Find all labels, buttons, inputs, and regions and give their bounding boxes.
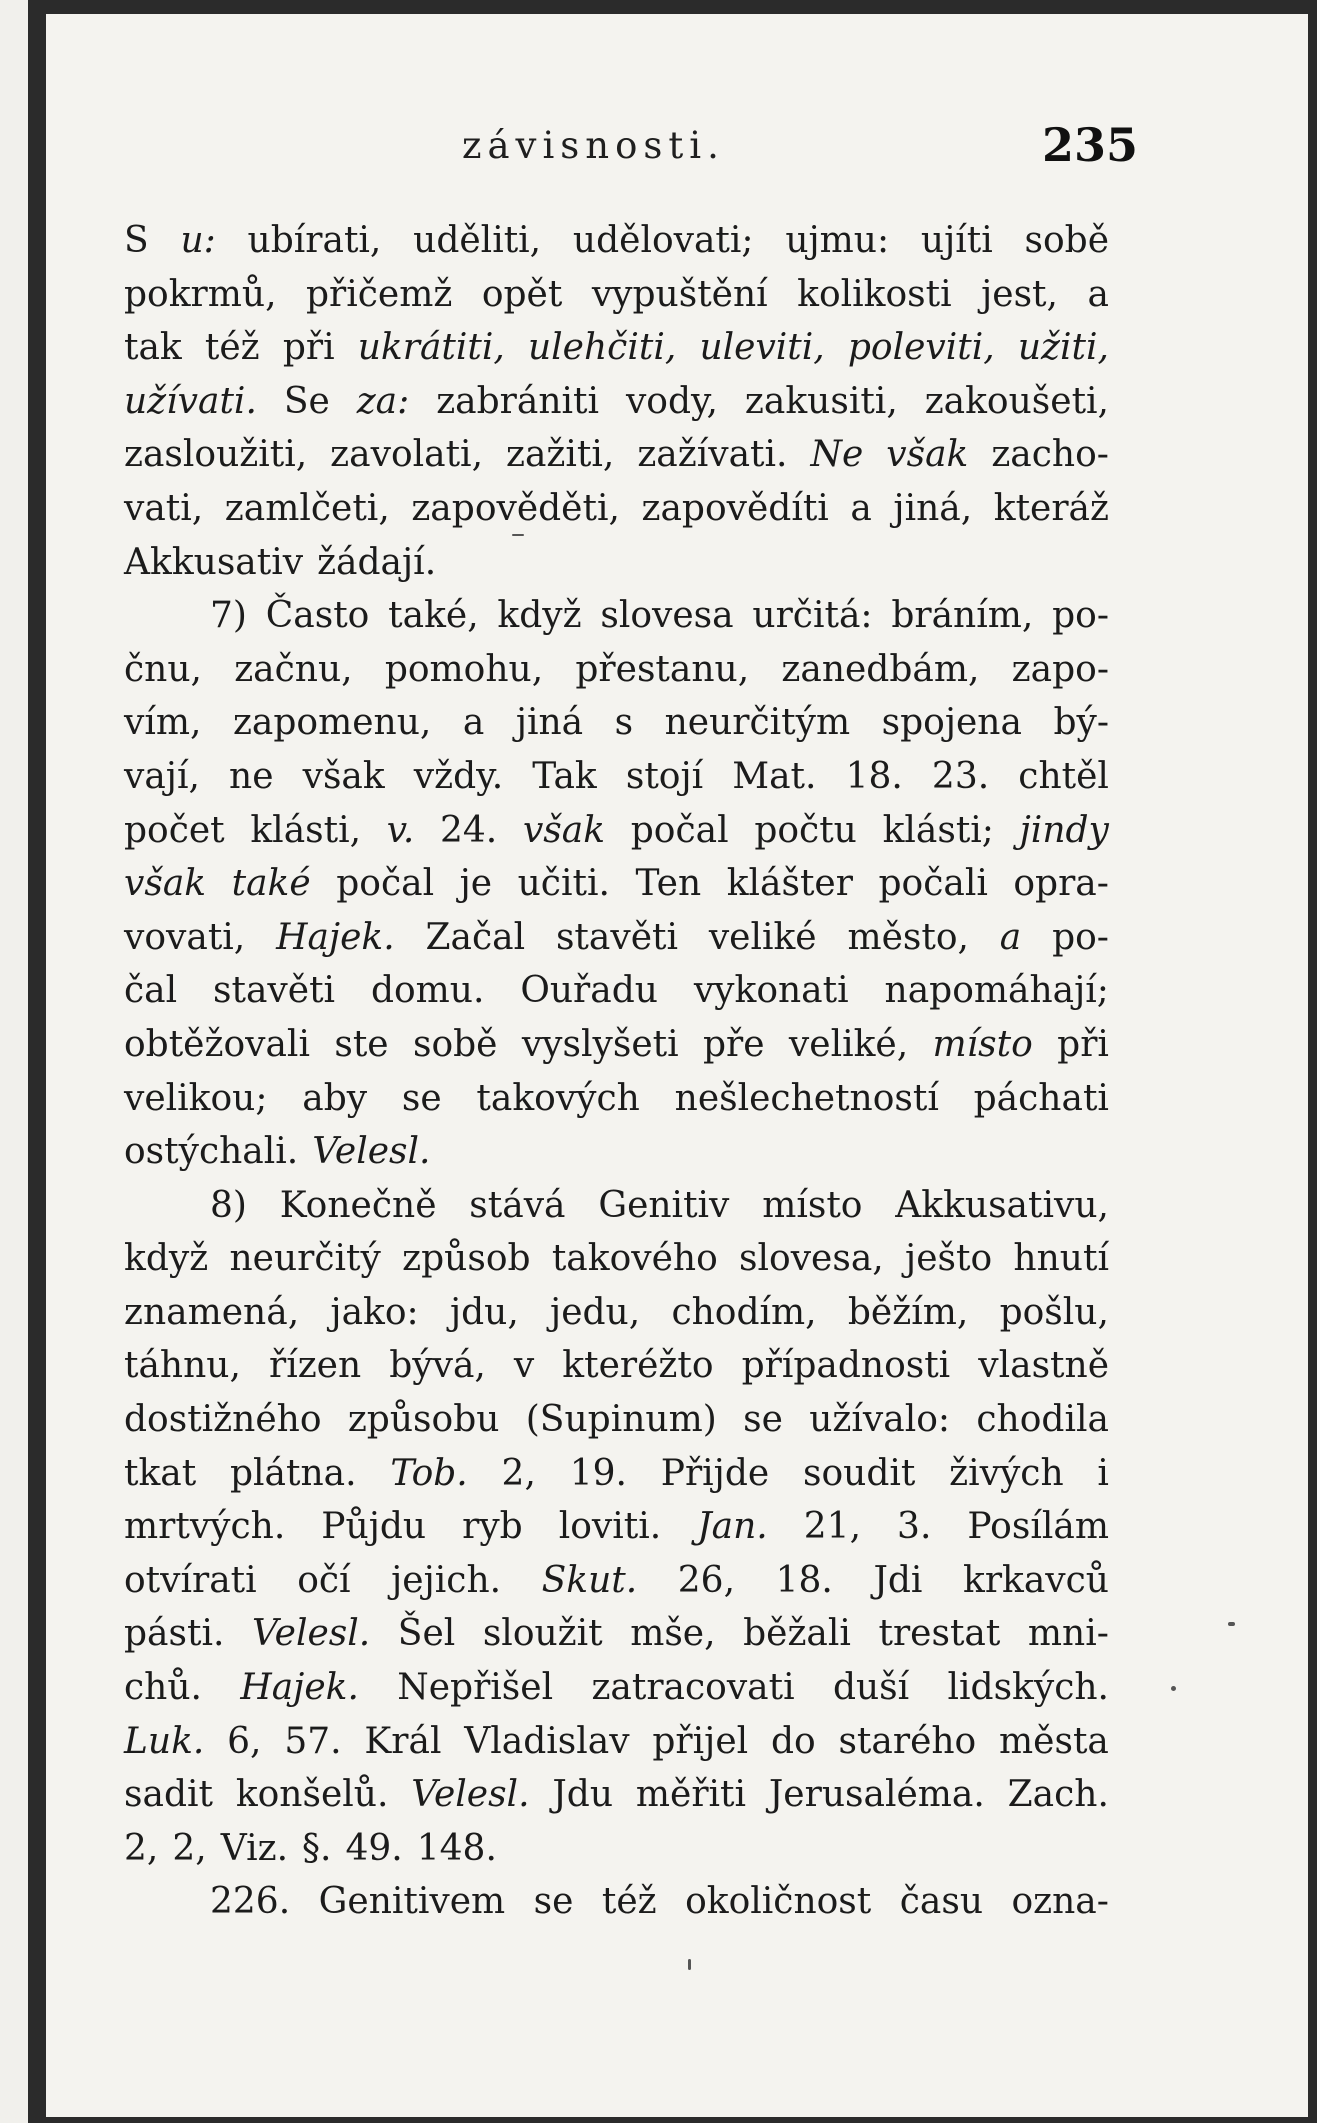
- text-line: [124, 750, 1109, 804]
- word: pře: [702, 1023, 765, 1065]
- word: stává: [469, 1184, 566, 1226]
- word: počali: [878, 863, 988, 905]
- word: čal: [124, 970, 178, 1012]
- word: 21,: [803, 1506, 862, 1548]
- word: uleviti,: [699, 327, 825, 369]
- text-line: [124, 1018, 1109, 1072]
- word: zapomenu,: [232, 702, 432, 744]
- print-speck: [1171, 1686, 1176, 1691]
- word: ste: [334, 1023, 389, 1065]
- word: však: [886, 434, 969, 476]
- word: Jerusaléma.: [768, 1774, 985, 1816]
- word: města: [999, 1720, 1109, 1762]
- word: 18.: [775, 1559, 833, 1601]
- word: 148.: [416, 1827, 497, 1869]
- word: užívati.: [124, 380, 257, 422]
- word: vají,: [124, 755, 200, 797]
- word: zakoušeti,: [924, 380, 1109, 422]
- word: kteráž: [993, 487, 1109, 529]
- text-line: [124, 1447, 1109, 1501]
- word: tak: [124, 327, 182, 369]
- word: bývá,: [389, 1345, 486, 1387]
- word: duší: [832, 1667, 910, 1709]
- word: Velesl.: [251, 1613, 371, 1655]
- word: Začal: [425, 916, 526, 958]
- word: aby: [302, 1077, 368, 1119]
- word: hnutí: [1013, 1238, 1109, 1280]
- word: lidských.: [947, 1667, 1109, 1709]
- word: domu.: [370, 970, 485, 1012]
- word: po-: [1052, 595, 1109, 637]
- word: Ouřadu: [520, 970, 658, 1012]
- word: Ne: [810, 434, 864, 476]
- word: jiná,: [893, 487, 973, 529]
- word: stavěti: [555, 916, 678, 958]
- book-page: [46, 14, 1308, 2117]
- word: když: [497, 595, 582, 637]
- word: 6,: [227, 1720, 262, 1762]
- word: Často: [265, 595, 370, 637]
- text-line: [124, 589, 1109, 643]
- word: zanedbám,: [781, 648, 980, 690]
- text-line: [124, 536, 1109, 590]
- word: se: [533, 1881, 574, 1923]
- word: trestat: [878, 1613, 1001, 1655]
- text-line: [124, 214, 1109, 268]
- word: vyslyšeti: [521, 1023, 679, 1065]
- word: soudit: [802, 1452, 916, 1494]
- word: vím,: [124, 702, 202, 744]
- word: se: [401, 1077, 442, 1119]
- word: Jdi: [873, 1559, 923, 1601]
- word: sobě: [1024, 220, 1109, 261]
- word: čnu,: [124, 648, 202, 690]
- word: Půjdu: [321, 1506, 427, 1548]
- word: Genitiv: [598, 1184, 730, 1226]
- word: ujmu:: [785, 220, 890, 261]
- word: když: [124, 1238, 209, 1280]
- word: sloužit: [482, 1613, 603, 1655]
- word: i: [1097, 1452, 1109, 1494]
- word: počal: [336, 863, 435, 905]
- word: pokrmů,: [124, 273, 277, 315]
- word: Přijde: [660, 1452, 770, 1494]
- word: a: [850, 487, 872, 529]
- word: též: [204, 327, 260, 369]
- word: obtěžovali: [124, 1023, 310, 1065]
- word: chodila: [976, 1399, 1109, 1441]
- word: Akkusativu,: [895, 1184, 1109, 1226]
- word: při: [1057, 1023, 1109, 1065]
- word: Král: [364, 1720, 442, 1762]
- word: zacho-: [991, 434, 1109, 476]
- word: za:: [356, 380, 410, 422]
- word: vlastně: [978, 1345, 1109, 1387]
- word: pásti.: [124, 1613, 225, 1655]
- text-line: [124, 1072, 1109, 1126]
- text-line: [124, 857, 1109, 911]
- word: ubírati,: [247, 220, 382, 261]
- word: velikou;: [124, 1077, 268, 1119]
- text-line: [124, 964, 1109, 1018]
- word: vypuštění: [591, 273, 768, 315]
- word: určitá:: [752, 595, 873, 637]
- word: Konečně: [279, 1184, 437, 1226]
- text-line: [124, 482, 1109, 536]
- word: 19.: [569, 1452, 627, 1494]
- word: bý-: [1053, 702, 1109, 744]
- word: do: [770, 1720, 816, 1762]
- word: v: [513, 1345, 535, 1387]
- word: stavěti: [213, 970, 336, 1012]
- text-line: [124, 643, 1109, 697]
- word: jejich.: [391, 1559, 502, 1601]
- word: (Supinum): [525, 1399, 717, 1441]
- text-line: [124, 1179, 1109, 1233]
- word: po-: [1052, 916, 1109, 958]
- word: žádají.: [317, 541, 437, 583]
- word: Hajek.: [276, 916, 395, 958]
- word: Jdu: [552, 1774, 614, 1816]
- word: ozna-: [1011, 1881, 1109, 1923]
- word: veliké,: [788, 1023, 909, 1065]
- word: místo: [932, 1023, 1033, 1065]
- word: mni-: [1027, 1613, 1109, 1655]
- word: Tak: [532, 755, 597, 797]
- word: 2,: [501, 1452, 536, 1494]
- word: jiná: [515, 702, 584, 744]
- word: přijel: [652, 1720, 749, 1762]
- word: ješto: [905, 1238, 993, 1280]
- word: krkavců: [963, 1559, 1109, 1601]
- word: sadit: [124, 1774, 213, 1816]
- word: jako:: [330, 1291, 419, 1333]
- word: zapo-: [1011, 648, 1109, 690]
- word: při: [282, 327, 335, 369]
- word: však: [522, 809, 606, 851]
- word: způsobu: [347, 1399, 500, 1441]
- word: nešlechetností: [674, 1077, 939, 1119]
- word: bráním,: [891, 595, 1034, 637]
- word: ostýchali.: [124, 1131, 299, 1173]
- text-line: [124, 1500, 1109, 1554]
- word: 26,: [677, 1559, 736, 1601]
- word: u:: [180, 220, 216, 261]
- word: případnosti: [741, 1345, 951, 1387]
- word: zatracovati: [591, 1667, 795, 1709]
- word: Akkusativ: [124, 541, 304, 583]
- word: 2,: [124, 1827, 159, 1869]
- word: jindy: [1019, 809, 1109, 851]
- word: páchati: [973, 1077, 1109, 1119]
- body-text: [124, 214, 1109, 1929]
- word: Vladislav: [464, 1720, 630, 1762]
- text-line: [124, 321, 1109, 375]
- word: slovesa,: [739, 1238, 884, 1280]
- word: užívalo:: [809, 1399, 951, 1441]
- word: v.: [386, 809, 415, 851]
- text-line: [124, 911, 1109, 965]
- word: a: [1087, 273, 1109, 315]
- text-line: [124, 1286, 1109, 1340]
- text-line: [124, 1554, 1109, 1608]
- word: takových: [476, 1077, 640, 1119]
- word: mrtvých.: [124, 1506, 286, 1548]
- word: Nepřišel: [397, 1667, 554, 1709]
- word: kolikosti: [797, 273, 952, 315]
- text-line: [124, 1339, 1109, 1393]
- word: konšelů.: [235, 1774, 389, 1816]
- word: běžím,: [847, 1291, 969, 1333]
- word: živých: [949, 1452, 1064, 1494]
- word: dostižného: [124, 1399, 322, 1441]
- word: ne: [229, 755, 274, 797]
- word: otvírati: [124, 1559, 257, 1601]
- word: užiti,: [1017, 327, 1109, 369]
- word: takového: [551, 1238, 718, 1280]
- word: Velesl.: [411, 1774, 530, 1816]
- word: starého: [838, 1720, 977, 1762]
- text-line: [124, 268, 1109, 322]
- word: pošlu,: [999, 1291, 1109, 1333]
- word: poleviti,: [847, 327, 995, 369]
- word: se: [743, 1399, 783, 1441]
- word: Mat.: [732, 755, 817, 797]
- word: veliké: [708, 916, 817, 958]
- word: klásti;: [882, 809, 994, 851]
- word: Skut.: [541, 1559, 638, 1601]
- text-line: [124, 1768, 1109, 1822]
- word: opět: [481, 273, 563, 315]
- word: spojena: [881, 702, 1022, 744]
- word: však: [302, 755, 385, 797]
- running-title: závisnosti.: [462, 124, 725, 167]
- text-line: [124, 1661, 1109, 1715]
- text-line: [124, 1607, 1109, 1661]
- word: též: [601, 1881, 657, 1923]
- adjacent-page-edge: [0, 0, 28, 2123]
- word: Hajek.: [240, 1667, 359, 1709]
- print-speck: [688, 1959, 691, 1970]
- text-line: [124, 1822, 1109, 1876]
- word: vždy.: [413, 755, 504, 797]
- word: vovati,: [124, 916, 246, 958]
- word: zasloužiti,: [124, 434, 308, 476]
- word: napomáhají;: [884, 970, 1109, 1012]
- word: přičemž: [306, 273, 453, 315]
- word: neurčitý: [229, 1238, 381, 1280]
- word: Genitivem: [318, 1881, 506, 1923]
- word: znamená,: [124, 1291, 300, 1333]
- word: 8): [210, 1184, 247, 1226]
- word: sobě: [412, 1023, 498, 1065]
- word: jdu,: [449, 1291, 519, 1333]
- word: Se: [283, 380, 330, 422]
- word: ujíti: [920, 220, 993, 261]
- text-line: [124, 1875, 1109, 1929]
- word: 24.: [439, 809, 498, 851]
- word: 18.: [845, 755, 903, 797]
- word: pomohu,: [384, 648, 544, 690]
- word: slovesa: [600, 595, 734, 637]
- word: kteréžto: [562, 1345, 714, 1387]
- word: Ten: [635, 863, 702, 905]
- word: 23.: [931, 755, 990, 797]
- word: ryb: [462, 1506, 523, 1548]
- word: a: [462, 702, 485, 744]
- text-line: [124, 804, 1109, 858]
- running-head: [46, 114, 1308, 174]
- word: s: [614, 702, 634, 744]
- word: město,: [847, 916, 969, 958]
- word: je: [459, 863, 493, 905]
- text-line: [124, 428, 1109, 482]
- word: plátna.: [230, 1452, 357, 1494]
- word: S: [124, 220, 149, 261]
- word: okoličnost: [685, 1881, 872, 1923]
- word: začnu,: [234, 648, 353, 690]
- word: tkat: [124, 1452, 197, 1494]
- word: zapovědíti: [641, 487, 829, 529]
- print-speck: [1228, 1622, 1235, 1626]
- word: neurčitým: [664, 702, 851, 744]
- text-line: [124, 696, 1109, 750]
- word: Velesl.: [312, 1131, 431, 1173]
- word: chodím,: [671, 1291, 817, 1333]
- word: vody,: [625, 380, 718, 422]
- word: 49.: [345, 1827, 403, 1869]
- word: táhnu,: [124, 1345, 241, 1387]
- word: 3.: [897, 1506, 932, 1548]
- word: 7): [210, 595, 247, 637]
- word: jest,: [981, 273, 1058, 315]
- word: přestanu,: [575, 648, 750, 690]
- word: počal: [630, 809, 729, 851]
- word: řízen: [268, 1345, 362, 1387]
- word: chtěl: [1018, 755, 1109, 797]
- text-line: [124, 1715, 1109, 1769]
- word: Luk.: [124, 1720, 205, 1762]
- word: učiti.: [517, 863, 610, 905]
- text-line: [124, 375, 1109, 429]
- word: měřiti: [635, 1774, 747, 1816]
- word: Jan.: [697, 1506, 768, 1548]
- word: počet: [124, 809, 225, 851]
- word: 226.: [210, 1881, 291, 1923]
- word: očí: [297, 1559, 351, 1601]
- word: a: [999, 916, 1022, 958]
- word: klásti,: [250, 809, 362, 851]
- word: ukrátiti,: [357, 327, 505, 369]
- word: loviti.: [558, 1506, 662, 1548]
- word: udělovati;: [572, 220, 754, 261]
- word: běžali: [743, 1613, 851, 1655]
- word: času: [899, 1881, 984, 1923]
- word: klášter: [726, 863, 853, 905]
- word: Zach.: [1007, 1774, 1109, 1816]
- word: chů.: [124, 1667, 202, 1709]
- word: jedu,: [550, 1291, 641, 1333]
- word: Posílám: [967, 1506, 1109, 1548]
- page-number: 235: [1041, 118, 1138, 172]
- word: místo: [762, 1184, 863, 1226]
- word: zavolati,: [330, 434, 484, 476]
- text-line: [124, 1393, 1109, 1447]
- word: 2,: [172, 1827, 207, 1869]
- word: však: [124, 863, 207, 905]
- word: ulehčiti,: [527, 327, 677, 369]
- word: stojí: [625, 755, 704, 797]
- word: Šel: [397, 1613, 456, 1655]
- word: mše,: [630, 1613, 716, 1655]
- word: zažiti,: [506, 434, 615, 476]
- word: Viz.: [220, 1827, 289, 1869]
- word: také: [231, 863, 311, 905]
- word: vati,: [124, 487, 204, 529]
- word: vykonati: [693, 970, 849, 1012]
- word: zažívati.: [637, 434, 788, 476]
- word: 57.: [284, 1720, 342, 1762]
- word: zamlčeti,: [224, 487, 390, 529]
- print-speck: [512, 534, 524, 536]
- word: opra-: [1013, 863, 1109, 905]
- word: způsob: [402, 1238, 531, 1280]
- word: zabrániti: [436, 380, 600, 422]
- word: zakusiti,: [744, 380, 898, 422]
- word: uděliti,: [413, 220, 542, 261]
- word: počtu: [754, 809, 857, 851]
- word: zapověděti,: [411, 487, 620, 529]
- text-line: [124, 1232, 1109, 1286]
- text-line: [124, 1125, 1109, 1179]
- word: Tob.: [390, 1452, 468, 1494]
- word: také,: [388, 595, 479, 637]
- word: §.: [302, 1827, 332, 1869]
